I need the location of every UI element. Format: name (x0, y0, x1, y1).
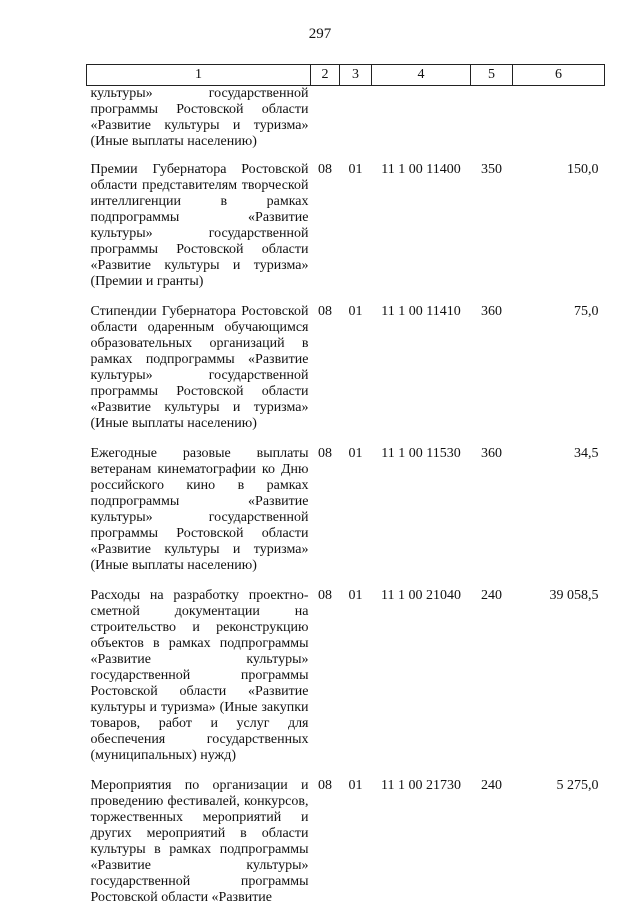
row-subsection: 01 (340, 442, 372, 584)
table-row (87, 442, 605, 584)
row-description: Расходы на разработку проектно-сметной документации на строительство и реконструкцию объектов в рамках подпрограммы «Развитие культуры» государственной программы Ростовской области «Развитие культуры и туризма» (Иные закупки товаров, работ и услуг для обеспечения государственных (муниципальных) нужд) (87, 584, 311, 774)
table-row (87, 774, 605, 916)
table-header (87, 65, 605, 86)
row-section: 08 (311, 442, 340, 584)
row-subsection: 01 (340, 584, 372, 774)
row-subsection: 01 (340, 158, 372, 300)
row-expense-type (471, 86, 513, 159)
row-amount: 150,0 (513, 158, 605, 300)
header-row (87, 65, 605, 86)
row-subsection: 01 (340, 774, 372, 916)
header-col-6: 6 (513, 65, 605, 86)
row-description: Стипендии Губернатора Ростовской области одаренным обучающимся образовательных организаций в рамках подпрограммы «Развитие культуры» государственной программы Ростовской области «Развитие культуры и туризма» (Иные выплаты населению) (87, 300, 311, 442)
row-subsection (340, 86, 372, 159)
row-section: 08 (311, 584, 340, 774)
table-body (87, 86, 605, 916)
row-amount: 5 275,0 (513, 774, 605, 916)
row-expense-type: 360 (471, 442, 513, 584)
row-target-code: 11 1 00 21730 (372, 774, 471, 916)
row-target-code: 11 1 00 21040 (372, 584, 471, 774)
header-col-3: 3 (340, 65, 372, 86)
row-description: культуры» государственной программы Ростовской области «Развитие культуры и туризма» (Иные выплаты населению) (87, 86, 311, 159)
table-row (87, 584, 605, 774)
row-expense-type: 350 (471, 158, 513, 300)
row-subsection: 01 (340, 300, 372, 442)
row-section: 08 (311, 300, 340, 442)
row-description: Мероприятия по организации и проведению фестивалей, конкурсов, торжественных мероприятий и других мероприятий в области культуры в рамках подпрограммы «Развитие культуры» государственной программы Ростовской области «Развитие (87, 774, 311, 916)
header-col-5: 5 (471, 65, 513, 86)
row-amount: 34,5 (513, 442, 605, 584)
table-row (87, 158, 605, 300)
header-col-2: 2 (311, 65, 340, 86)
header-col-1: 1 (87, 65, 311, 86)
row-target-code: 11 1 00 11400 (372, 158, 471, 300)
row-expense-type: 360 (471, 300, 513, 442)
row-section: 08 (311, 774, 340, 916)
row-target-code (372, 86, 471, 159)
row-expense-type: 240 (471, 584, 513, 774)
row-section: 08 (311, 158, 340, 300)
row-target-code: 11 1 00 11410 (372, 300, 471, 442)
header-col-4: 4 (372, 65, 471, 86)
table-row (87, 300, 605, 442)
row-target-code: 11 1 00 11530 (372, 442, 471, 584)
row-amount: 39 058,5 (513, 584, 605, 774)
row-section (311, 86, 340, 159)
row-expense-type: 240 (471, 774, 513, 916)
table-row (87, 86, 605, 159)
row-description: Ежегодные разовые выплаты ветеранам кинематографии ко Дню российского кино в рамках подпрограммы «Развитие культуры» государственной программы Ростовской области «Развитие культуры и туризма» (Иные выплаты населению) (87, 442, 311, 584)
page-number: 297 (0, 26, 640, 43)
row-description: Премии Губернатора Ростовской области представителям творческой интеллигенции в рамках подпрограммы «Развитие культуры» государственной программы Ростовской области «Развитие культуры и туризма» (Премии и гранты) (87, 158, 311, 300)
row-amount: 75,0 (513, 300, 605, 442)
row-amount (513, 86, 605, 159)
budget-table (86, 64, 605, 916)
